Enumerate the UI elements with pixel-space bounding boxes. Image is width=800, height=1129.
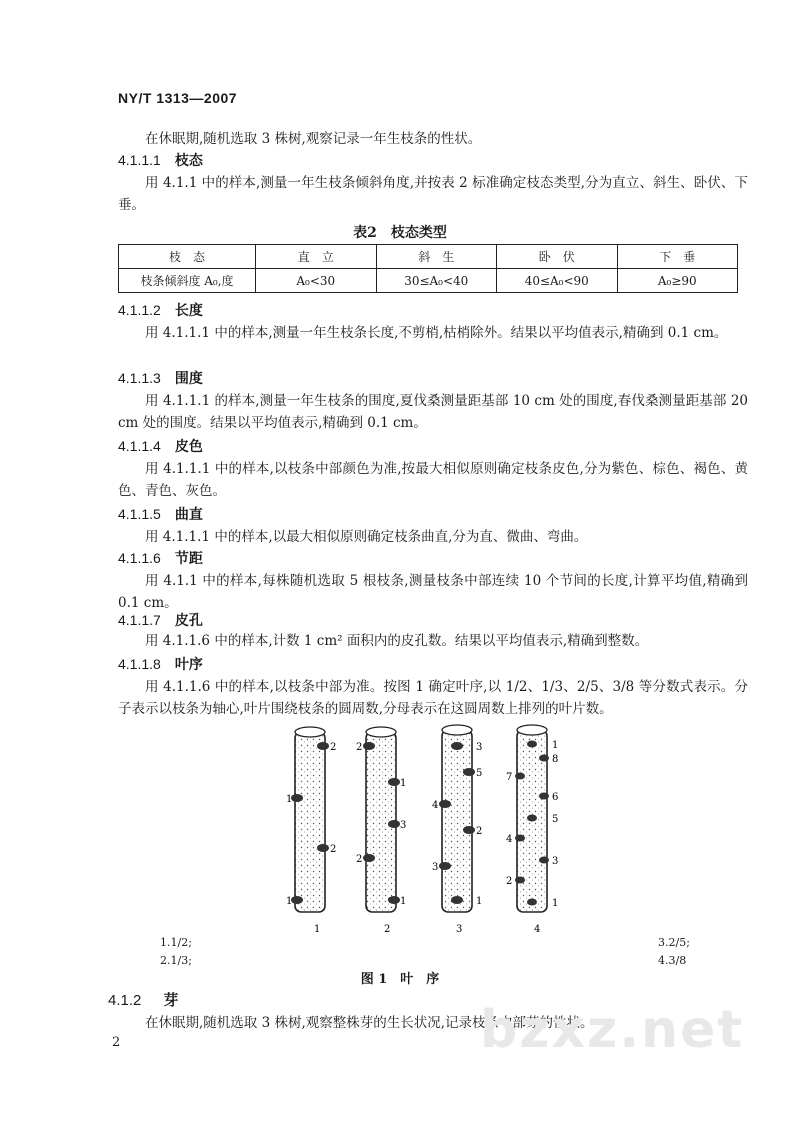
leaf-label: 1 bbox=[400, 778, 407, 789]
section-4-1-1-5-heading bbox=[118, 504, 203, 525]
table-cell: 枝条倾斜度 A₀,度 bbox=[119, 269, 256, 293]
leaf-label: 5 bbox=[552, 814, 559, 825]
leaf-label: 4 bbox=[506, 834, 513, 845]
figure-1-caption: 图 1 叶 序 bbox=[360, 972, 440, 987]
figure-legend-right bbox=[658, 934, 690, 970]
section-title: 围度 bbox=[174, 371, 203, 387]
section-number: 4.1.1.8 bbox=[118, 656, 161, 672]
section-4-1-2-text: 在休眠期,随机选取 3 株树,观察整株芽的生长状况,记录枝条中部芽的性状。 bbox=[145, 1015, 594, 1031]
section-4-1-1-8-heading bbox=[118, 654, 203, 675]
section-4-1-1-6-heading bbox=[118, 548, 203, 569]
legend-item: 1.1/2; bbox=[160, 936, 192, 949]
leaf-arrangement-figure bbox=[150, 720, 650, 940]
section-4-1-1-3-text: 用 4.1.1.1 的样本,测量一年生枝条的围度,夏伐桑测量距基部 10 cm 处的围度,春伐桑测量距基部 20 cm 处的围度。结果以平均值表示,精确到 0.1 cm。 bbox=[118, 393, 748, 431]
section-number: 4.1.1.4 bbox=[118, 438, 161, 454]
leaf-label: 2 bbox=[356, 742, 363, 753]
branch-posture-table bbox=[118, 244, 738, 293]
table-cell: A₀≥90 bbox=[617, 269, 738, 293]
section-4-1-1-6-text: 用 4.1.1 中的样本,每株随机选取 5 根枝条,测量枝条中部连续 10 个节间的长度,计算平均值,精确到 0.1 cm。 bbox=[118, 573, 748, 611]
branch-number: 4 bbox=[534, 924, 541, 935]
section-4-1-1-2-text: 用 4.1.1.1 中的样本,测量一年生枝条长度,不剪梢,枯梢除外。结果以平均值表示,精确到 0.1 cm。 bbox=[145, 325, 728, 341]
branch-number: 3 bbox=[456, 924, 463, 935]
section-4-1-1-1-text: 用 4.1.1 中的样本,测量一年生枝条倾斜角度,并按表 2 标准确定枝态类型,分为直立、斜生、卧伏、下垂。 bbox=[118, 175, 748, 213]
leaf-label: 4 bbox=[432, 800, 439, 811]
branch-number: 2 bbox=[384, 924, 391, 935]
table-header-cell: 卧 伏 bbox=[497, 245, 618, 269]
leaf-label: 1 bbox=[286, 896, 293, 907]
section-4-1-2-heading bbox=[108, 990, 178, 1011]
section-4-1-1-5-text: 用 4.1.1.1 中的样本,以最大相似原则确定枝条曲直,分为直、微曲、弯曲。 bbox=[145, 529, 588, 545]
table-header-row bbox=[119, 245, 738, 269]
section-number: 4.1.1.5 bbox=[118, 506, 161, 522]
table-2-title: 表2 枝态类型 bbox=[353, 225, 447, 241]
section-4-1-1-7-heading bbox=[118, 610, 203, 631]
table-header-cell: 斜 生 bbox=[376, 245, 497, 269]
section-title: 皮色 bbox=[174, 439, 203, 455]
table-header-cell: 直 立 bbox=[256, 245, 377, 269]
leaf-label: 5 bbox=[476, 768, 483, 779]
section-title: 叶序 bbox=[174, 657, 203, 673]
branch-4-drawing bbox=[506, 725, 558, 935]
legend-item: 4.3/8 bbox=[658, 954, 687, 967]
intro-paragraph: 在休眠期,随机选取 3 株树,观察记录一年生枝条的性状。 bbox=[145, 131, 482, 147]
section-title: 芽 bbox=[163, 991, 179, 1009]
leaf-label: 8 bbox=[552, 754, 559, 765]
leaf-label: 2 bbox=[476, 826, 483, 837]
branch-3-drawing bbox=[432, 725, 482, 935]
standard-code: NY/T 1313—2007 bbox=[118, 90, 238, 106]
leaf-label: 1 bbox=[552, 898, 559, 909]
table-cell: A₀<30 bbox=[256, 269, 377, 293]
legend-item: 3.2/5; bbox=[658, 936, 690, 949]
section-title: 长度 bbox=[174, 303, 203, 319]
leaf-label: 3 bbox=[552, 856, 559, 867]
leaf-label: 2 bbox=[330, 742, 337, 753]
section-4-1-1-8-text: 用 4.1.1.6 中的样本,以枝条中部为准。按图 1 确定叶序,以 1/2、1/3、2/5、3/8 等分数式表示。分子表示以枝条为轴心,叶片围绕枝条的圆周数,分母表示在这圆周数上排列的叶片数。 bbox=[118, 679, 748, 717]
section-4-1-1-3-heading bbox=[118, 368, 203, 389]
table-header-cell: 下 垂 bbox=[617, 245, 738, 269]
section-4-1-1-4-heading bbox=[118, 436, 203, 457]
section-title: 节距 bbox=[174, 551, 203, 567]
table-header-cell: 枝 态 bbox=[119, 245, 256, 269]
table-cell: 40≤A₀<90 bbox=[497, 269, 618, 293]
section-number: 4.1.1.3 bbox=[118, 370, 161, 386]
legend-item: 2.1/3; bbox=[160, 954, 192, 967]
section-number: 4.1.2 bbox=[108, 992, 142, 1009]
table-row bbox=[119, 269, 738, 293]
leaf-label: 6 bbox=[552, 792, 559, 803]
leaf-label: 2 bbox=[356, 854, 363, 865]
section-number: 4.1.1.1 bbox=[118, 152, 161, 168]
leaf-label: 1 bbox=[286, 794, 293, 805]
leaf-label: 2 bbox=[330, 844, 337, 855]
section-title: 枝态 bbox=[174, 153, 203, 169]
section-number: 4.1.1.2 bbox=[118, 302, 161, 318]
branch-2-drawing bbox=[356, 727, 406, 935]
section-title: 曲直 bbox=[174, 507, 203, 523]
branch-number: 1 bbox=[314, 924, 321, 935]
section-number: 4.1.1.7 bbox=[118, 612, 161, 628]
site-watermark: bzxz.net bbox=[480, 1000, 745, 1060]
section-title: 皮孔 bbox=[174, 613, 203, 629]
section-4-1-1-4-text: 用 4.1.1.1 中的样本,以枝条中部颜色为准,按最大相似原则确定枝条皮色,分为紫色、棕色、褐色、黄色、青色、灰色。 bbox=[118, 461, 748, 499]
section-4-1-1-2-heading bbox=[118, 300, 203, 321]
leaf-label: 7 bbox=[506, 772, 513, 783]
leaf-label: 1 bbox=[400, 896, 407, 907]
leaf-label: 3 bbox=[476, 742, 483, 753]
page-number: 2 bbox=[112, 1035, 121, 1050]
leaf-label: 2 bbox=[506, 876, 513, 887]
table-cell: 30≤A₀<40 bbox=[376, 269, 497, 293]
leaf-label: 1 bbox=[476, 896, 483, 907]
figure-legend-left bbox=[160, 934, 192, 970]
section-number: 4.1.1.6 bbox=[118, 550, 161, 566]
section-4-1-1-7-text: 用 4.1.1.6 中的样本,计数 1 cm² 面积内的皮孔数。结果以平均值表示,精确到整数。 bbox=[145, 633, 649, 649]
branch-1-drawing bbox=[286, 727, 336, 935]
leaf-label: 3 bbox=[432, 862, 439, 873]
section-4-1-1-1-heading bbox=[118, 150, 203, 171]
leaf-label: 3 bbox=[400, 820, 407, 831]
leaf-label: 1 bbox=[552, 740, 559, 751]
